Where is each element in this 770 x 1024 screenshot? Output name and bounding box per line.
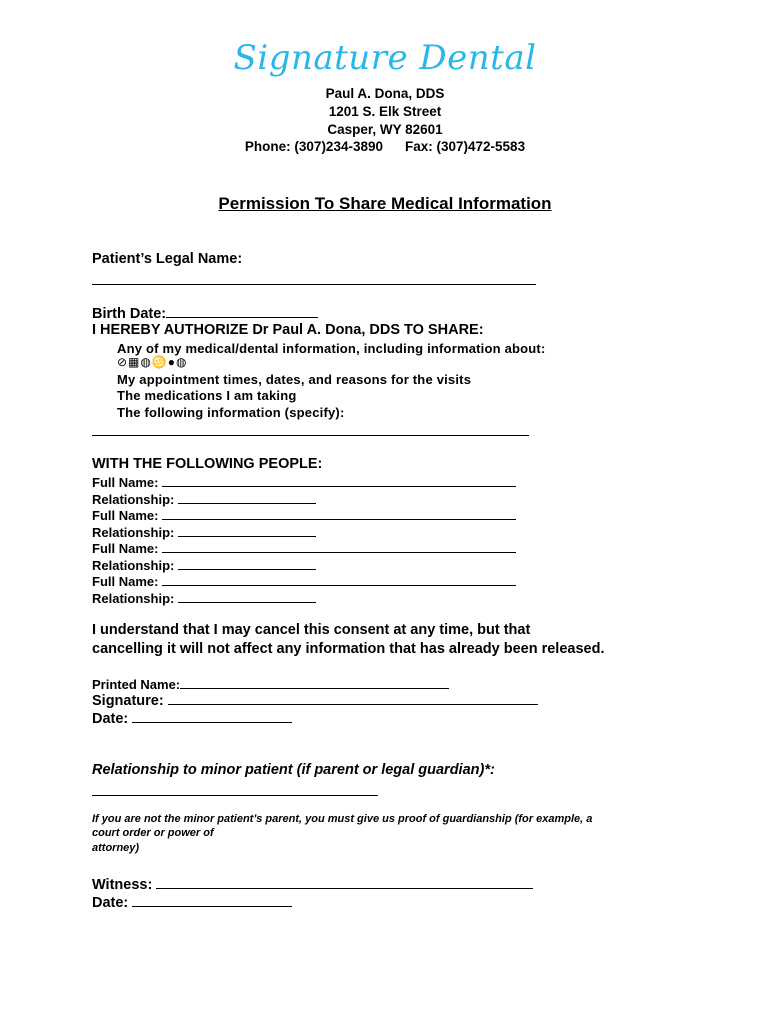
practice-logo: Signature Dental	[233, 38, 537, 78]
guardian-note-line-1: If you are not the minor patient’s parent, you must give us proof of guardianship (for example, a	[92, 813, 593, 825]
person-4-name-row	[92, 572, 516, 589]
person-2-relationship-row	[92, 523, 316, 540]
witness-date-label: Date:	[92, 895, 129, 911]
person-1-name-row	[92, 473, 516, 490]
option-specify: The following information (specify):	[117, 405, 345, 420]
people-heading: WITH THE FOLLOWING PEOPLE:	[92, 456, 323, 472]
option-all-info: Any of my medical/dental information, including information about:	[117, 341, 546, 356]
minor-relationship-field[interactable]	[92, 782, 378, 796]
birth-date-field[interactable]	[166, 304, 318, 318]
legal-name-label: Patient’s Legal Name:	[92, 251, 243, 267]
guardian-note-line-3: attorney)	[92, 842, 140, 854]
relationship-label: Relationship:	[92, 591, 175, 606]
specify-field[interactable]	[92, 422, 529, 436]
person-3-relationship-row	[92, 556, 316, 573]
option-appointments: My appointment times, dates, and reasons for the visits	[117, 372, 472, 387]
full-name-label: Full Name:	[92, 475, 159, 490]
authorize-heading: I HEREBY AUTHORIZE Dr Paul A. Dona, DDS TO SHARE:	[92, 322, 484, 338]
consent-line-2: cancelling it will not affect any information that has already been released.	[92, 641, 605, 657]
person-3-name-row	[92, 539, 516, 556]
birth-date-label: Birth Date:	[92, 306, 167, 322]
printed-name-row	[92, 675, 449, 692]
printed-name-label: Printed Name:	[92, 677, 181, 692]
date-label: Date:	[92, 711, 129, 727]
person-1-relationship-row	[92, 490, 316, 507]
street-address: 1201 S. Elk Street	[328, 104, 442, 119]
date-row	[92, 709, 292, 727]
person-4-name-field[interactable]	[162, 572, 516, 586]
printed-name-field[interactable]	[180, 675, 449, 689]
person-2-relationship-field[interactable]	[178, 523, 316, 537]
birth-date-row	[92, 304, 318, 322]
contact-line	[0, 139, 770, 154]
symbol-glyphs: ⊘▦◍♋●◍	[117, 355, 188, 369]
witness-date-field[interactable]	[132, 893, 292, 907]
person-4-relationship-row	[92, 589, 316, 606]
person-1-relationship-field[interactable]	[178, 490, 316, 504]
person-2-name-row	[92, 506, 516, 523]
witness-field[interactable]	[156, 875, 533, 889]
person-3-relationship-field[interactable]	[178, 556, 316, 570]
full-name-label: Full Name:	[92, 508, 159, 523]
person-3-name-field[interactable]	[162, 539, 516, 553]
witness-label: Witness:	[92, 877, 153, 893]
city-state-zip: Casper, WY 82601	[327, 122, 443, 137]
phone-number: Phone: (307)234-3890	[244, 139, 383, 154]
witness-date-row	[92, 893, 292, 911]
legal-name-field[interactable]	[92, 271, 536, 285]
signature-row	[92, 691, 538, 709]
relationship-label: Relationship:	[92, 558, 175, 573]
guardian-note-line-2: court order or power of	[92, 827, 214, 839]
full-name-label: Full Name:	[92, 574, 159, 589]
full-name-label: Full Name:	[92, 541, 159, 556]
person-4-relationship-field[interactable]	[178, 589, 316, 603]
relationship-label: Relationship:	[92, 492, 175, 507]
date-field[interactable]	[132, 709, 292, 723]
minor-relationship-label: Relationship to minor patient (if parent or legal guardian)*:	[92, 762, 495, 778]
doctor-name: Paul A. Dona, DDS	[325, 86, 445, 101]
consent-line-1: I understand that I may cancel this consent at any time, but that	[92, 622, 531, 638]
fax-number: Fax: (307)472-5583	[405, 139, 526, 154]
person-1-name-field[interactable]	[162, 473, 516, 487]
option-medications: The medications I am taking	[117, 388, 297, 403]
relationship-label: Relationship:	[92, 525, 175, 540]
signature-label: Signature:	[92, 693, 164, 709]
witness-row	[92, 875, 533, 893]
signature-field[interactable]	[168, 691, 538, 705]
form-title: Permission To Share Medical Information	[218, 194, 552, 213]
person-2-name-field[interactable]	[162, 506, 516, 520]
